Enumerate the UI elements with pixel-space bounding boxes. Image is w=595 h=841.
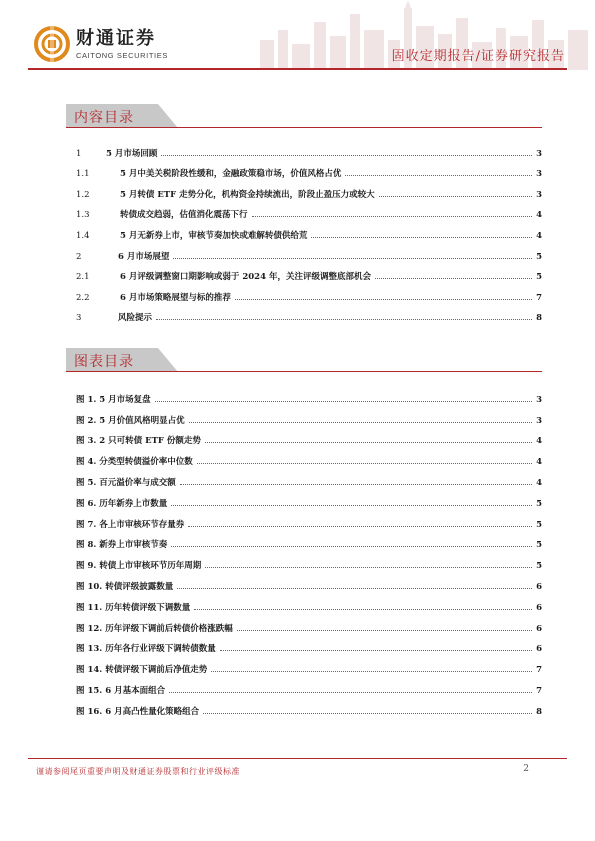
figure-entry-title: 图 1. 5 月市场复盘 (76, 394, 151, 405)
toc-entry-title: 5 月无新券上市，审核节奏加快或难解转债供给荒 (120, 230, 308, 241)
leader-dots (235, 298, 532, 300)
page-header (0, 0, 595, 90)
company-logo (34, 26, 168, 62)
figure-entry-title: 图 3. 2 只可转债 ETF 份额走势 (76, 436, 201, 447)
figure-entry-title: 图 7. 各上市审核环节存量券 (76, 519, 185, 530)
figure-entry-page: 5 (536, 540, 542, 551)
figure-entry[interactable] (76, 675, 542, 696)
coin-logo-icon (34, 26, 70, 62)
figure-entry[interactable] (76, 405, 542, 426)
toc-entry-page: 8 (536, 313, 542, 324)
toc-entry-page: 7 (536, 292, 542, 303)
figure-entry-page: 6 (536, 602, 542, 613)
figure-entry-page: 6 (536, 581, 542, 592)
toc-section-header (66, 104, 542, 128)
leader-dots (311, 236, 532, 238)
toc-entry-number: 1.3 (76, 210, 90, 221)
toc-entry[interactable] (76, 303, 542, 324)
figure-entry[interactable] (76, 571, 542, 592)
toc-entry-title: 6 月评级调整窗口期影响或弱于 2024 年，关注评级调整底部机会 (120, 272, 371, 283)
leader-dots (180, 483, 532, 485)
toc-entry-page: 4 (536, 210, 542, 221)
toc-entry-page: 3 (536, 189, 542, 200)
toc-entry[interactable] (76, 262, 542, 283)
toc-entry-number: 2 (76, 251, 82, 262)
toc-entry-page: 5 (536, 272, 542, 283)
toc-entry[interactable] (76, 200, 542, 221)
leader-dots (194, 608, 532, 610)
figure-entry-page: 4 (536, 477, 542, 488)
toc-entry[interactable] (76, 179, 542, 200)
footer-divider (28, 758, 567, 759)
figure-entry-page: 8 (536, 706, 542, 717)
toc-entry-number: 1.2 (76, 189, 90, 200)
figure-entry[interactable] (76, 530, 542, 551)
leader-dots (188, 525, 532, 527)
figure-entry-title: 图 12. 历年评级下调前后转债价格涨跌幅 (76, 623, 233, 634)
figure-entry-title: 图 5. 百元溢价率与成交额 (76, 477, 176, 488)
figure-entry[interactable] (76, 654, 542, 675)
leader-dots (171, 504, 532, 506)
figure-entry-title: 图 11. 历年转债评级下调数量 (76, 602, 191, 613)
leader-dots (205, 441, 532, 443)
section-underline (66, 127, 542, 129)
page-number: 2 (523, 764, 529, 774)
toc-entry[interactable] (76, 138, 542, 159)
figures-heading: 图表目录 (74, 354, 134, 370)
figure-entry[interactable] (76, 634, 542, 655)
leader-dots (252, 215, 532, 217)
figure-entry-page: 7 (536, 685, 542, 696)
toc-heading: 内容目录 (74, 110, 134, 126)
figure-entry[interactable] (76, 592, 542, 613)
figure-entry-page: 6 (536, 623, 542, 634)
figure-entry[interactable] (76, 550, 542, 571)
figure-entry-title: 图 10. 转债评级披露数量 (76, 581, 174, 592)
figure-entry[interactable] (76, 467, 542, 488)
section-underline (66, 371, 542, 373)
figures-section-header (66, 348, 542, 372)
leader-dots (161, 154, 532, 156)
figure-entry-page: 7 (536, 665, 542, 676)
leader-dots (177, 587, 532, 589)
table-of-contents (76, 138, 542, 323)
figure-entry-title: 图 4. 分类型转债溢价率中位数 (76, 457, 193, 468)
figure-entry-title: 图 2. 5 月价值风格明显占优 (76, 415, 185, 426)
toc-entry-page: 3 (536, 169, 542, 180)
figure-entry[interactable] (76, 488, 542, 509)
toc-entry[interactable] (76, 220, 542, 241)
figure-entry[interactable] (76, 613, 542, 634)
figure-entry-title: 图 9. 转债上市审核环节历年周期 (76, 561, 202, 572)
toc-entry-number: 1 (76, 148, 82, 159)
figure-entry-page: 3 (536, 415, 542, 426)
leader-dots (189, 421, 532, 423)
figure-entry[interactable] (76, 446, 542, 467)
leader-dots (171, 545, 532, 547)
figure-entry-title: 图 6. 历年新券上市数量 (76, 498, 168, 509)
brand-name-en: CAITONG SECURITIES (76, 50, 168, 60)
figure-entry-page: 5 (536, 498, 542, 509)
toc-entry-title: 6 月市场策略展望与标的推荐 (120, 292, 231, 303)
figure-entry-title: 图 8. 新券上市审核节奏 (76, 540, 168, 551)
footer-disclaimer: 谨请参阅尾页重要声明及财通证券股票和行业评级标准 (36, 767, 240, 776)
figure-entry-page: 4 (536, 436, 542, 447)
leader-dots (345, 174, 532, 176)
toc-entry-number: 2.1 (76, 272, 90, 283)
leader-dots (375, 277, 532, 279)
leader-dots (211, 670, 532, 672)
toc-entry-page: 4 (536, 230, 542, 241)
leader-dots (203, 712, 532, 714)
toc-entry[interactable] (76, 241, 542, 262)
toc-entry[interactable] (76, 159, 542, 180)
list-of-figures (76, 384, 542, 717)
leader-dots (237, 629, 532, 631)
figure-entry[interactable] (76, 384, 542, 405)
toc-entry-page: 3 (536, 148, 542, 159)
toc-entry-title: 6 月市场展望 (118, 251, 170, 262)
figure-entry[interactable] (76, 509, 542, 530)
leader-dots (155, 400, 532, 402)
figure-entry-title: 图 13. 历年各行业评级下调转债数量 (76, 644, 216, 655)
toc-entry-title: 5 月转债 ETF 走势分化，机构资金持续流出，阶段止盈压力或较大 (120, 189, 375, 200)
toc-entry-number: 1.1 (76, 169, 90, 180)
toc-entry-title: 5 月中美关税阶段性缓和，金融政策稳市场，价值风格占优 (120, 169, 342, 180)
header-divider (28, 68, 567, 70)
figure-entry[interactable] (76, 696, 542, 717)
figure-entry-title: 图 16. 6 月高凸性量化策略组合 (76, 706, 200, 717)
figure-entry-page: 3 (536, 394, 542, 405)
toc-entry-title: 5 月市场回顾 (106, 148, 158, 159)
leader-dots (379, 195, 532, 197)
toc-entry-title: 转债成交趋弱，估值消化震荡下行 (120, 210, 248, 221)
toc-entry-number: 2.2 (76, 292, 90, 303)
report-type: 固收定期报告/证券研究报告 (391, 49, 565, 64)
toc-entry-number: 1.4 (76, 230, 90, 241)
leader-dots (197, 462, 532, 464)
leader-dots (205, 566, 532, 568)
toc-entry-title: 风险提示 (118, 313, 153, 324)
figure-entry-page: 5 (536, 519, 542, 530)
figure-entry-page: 4 (536, 457, 542, 468)
toc-entry-page: 5 (536, 251, 542, 262)
figure-entry[interactable] (76, 426, 542, 447)
figure-entry-title: 图 15. 6 月基本面组合 (76, 685, 166, 696)
toc-entry-number: 3 (76, 313, 82, 324)
leader-dots (220, 649, 532, 651)
figure-entry-page: 6 (536, 644, 542, 655)
leader-dots (173, 257, 532, 259)
toc-entry[interactable] (76, 282, 542, 303)
figure-entry-title: 图 14. 转债评级下调前后净值走势 (76, 665, 208, 676)
brand-name-cn: 财通证券 (76, 27, 156, 49)
leader-dots (156, 318, 532, 320)
leader-dots (169, 691, 532, 693)
figure-entry-page: 5 (536, 561, 542, 572)
